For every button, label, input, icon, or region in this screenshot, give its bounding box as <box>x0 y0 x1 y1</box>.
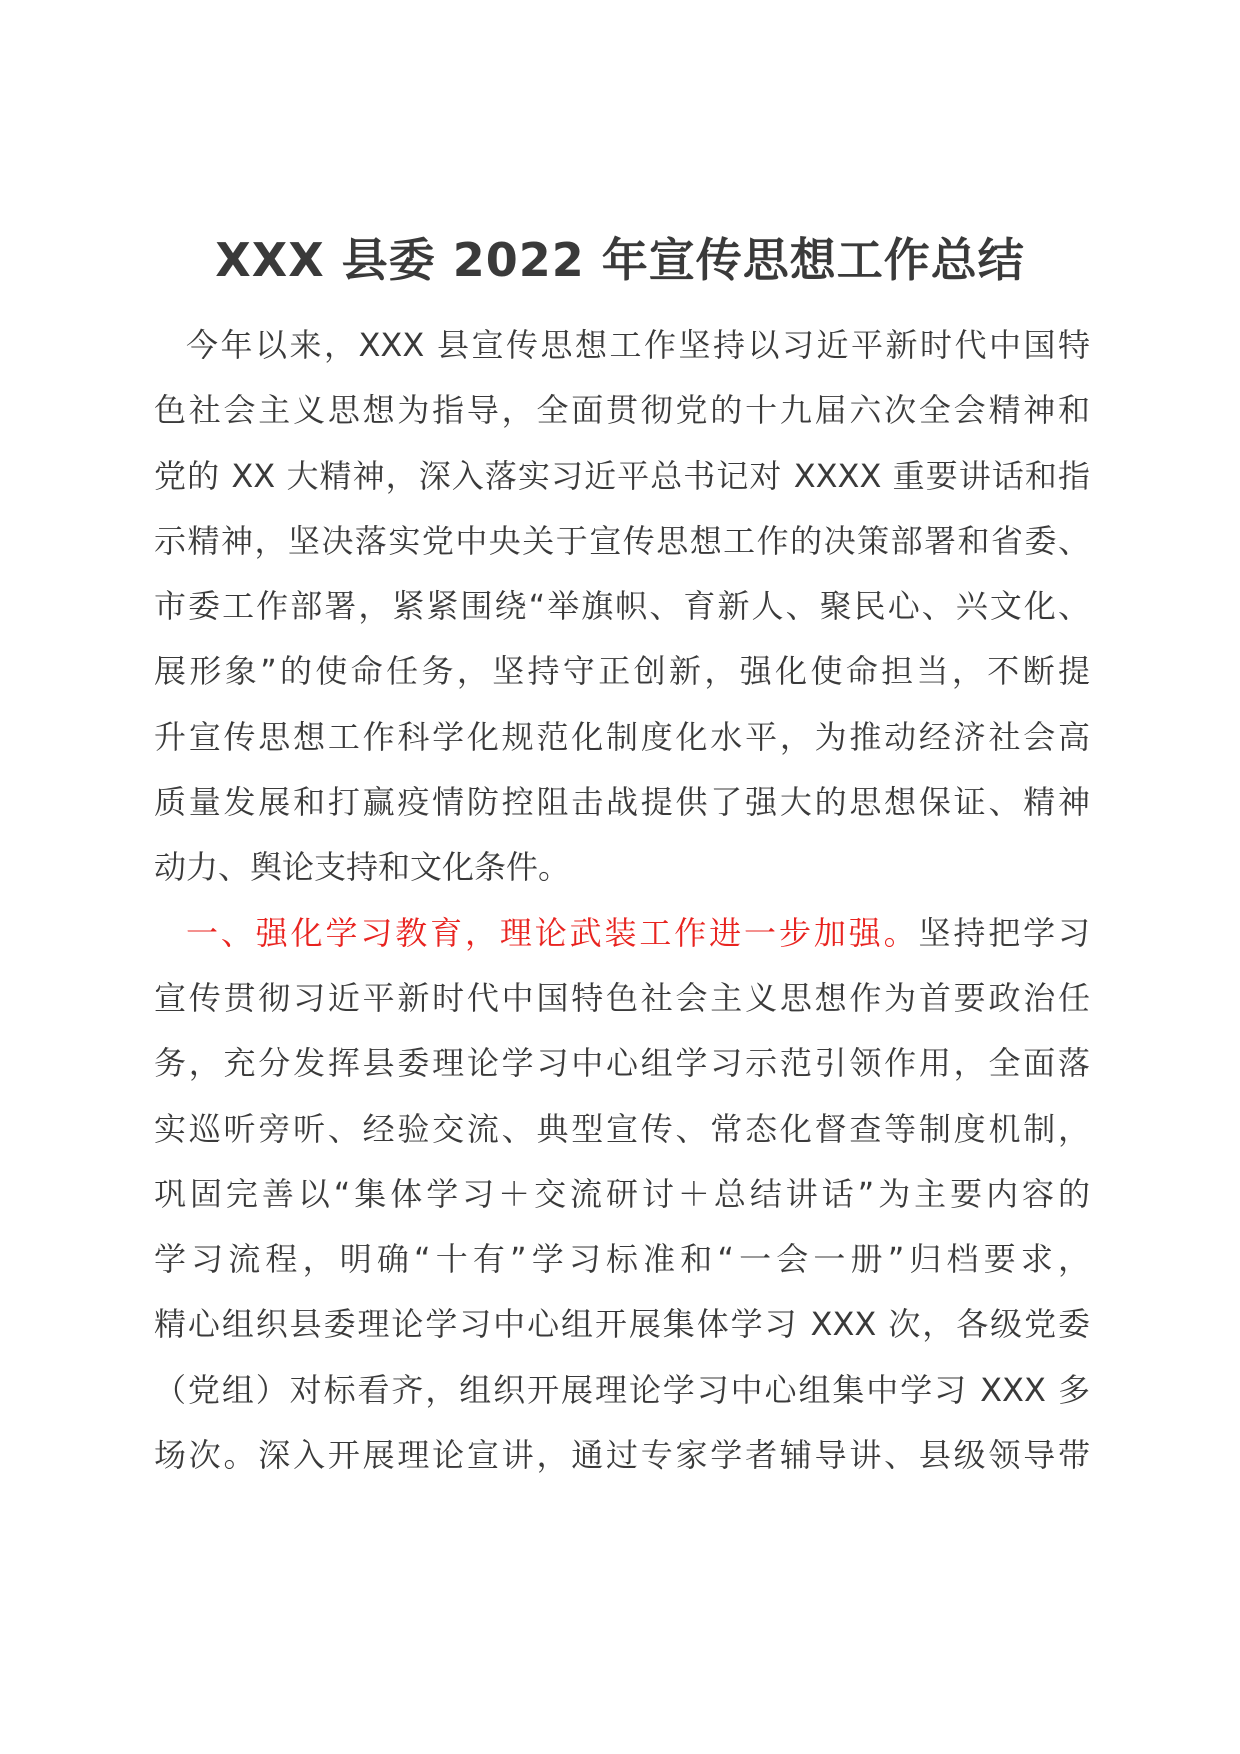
paragraph-2-line: 巩固完善以“集体学习＋交流研讨＋总结讲话”为主要内容的 <box>154 1174 1090 1213</box>
paragraph-1-line: 展形象”的使命任务，坚持守正创新，强化使命担当，不断提 <box>154 652 1090 691</box>
paragraph-2-line: 实巡听旁听、经验交流、典型宣传、常态化督查等制度机制， <box>154 1109 1090 1148</box>
document-title: XXX 县委 2022 年宣传思想工作总结 <box>215 233 1025 287</box>
paragraph-1-line: 示精神，坚决落实党中央关于宣传思想工作的决策部署和省委、 <box>154 521 1090 560</box>
paragraph-2-line: 精心组织县委理论学习中心组开展集体学习 XXX 次，各级党委 <box>154 1305 1090 1344</box>
paragraph-2-first-line <box>154 901 1090 966</box>
paragraph-1-line: 色社会主义思想为指导，全面贯彻党的十九届六次全会精神和 <box>154 391 1090 430</box>
paragraph-2-line: 学习流程，明确“十有”学习标准和“一会一册”归档要求， <box>154 1240 1090 1279</box>
section-heading: 一、强化学习教育，理论武装工作进一步加强。 <box>186 913 919 952</box>
paragraph-1-line: 升宣传思想工作科学化规范化制度化水平，为推动经济社会高 <box>154 717 1090 756</box>
paragraph-1-line: 质量发展和打赢疫情防控阻击战提供了强大的思想保证、精神 <box>154 783 1090 822</box>
paragraph-2-line: （党组）对标看齐，组织开展理论学习中心组集中学习 XXX 多 <box>154 1370 1090 1409</box>
paragraph-1-line: 今年以来，XXX 县宣传思想工作坚持以习近平新时代中国特 <box>186 326 1090 364</box>
document-body <box>154 313 1090 1488</box>
paragraph-1-line: 市委工作部署，紧紧围绕“举旗帜、育新人、聚民心、兴文化、 <box>154 587 1090 626</box>
paragraph-2-line: 宣传贯彻习近平新时代中国特色社会主义思想作为首要政治任 <box>154 978 1090 1017</box>
paragraph-2-line: 务，充分发挥县委理论学习中心组学习示范引领作用，全面落 <box>154 1044 1090 1083</box>
paragraph-1-line: 党的 XX 大精神，深入落实习近平总书记对 XXXX 重要讲话和指 <box>154 456 1090 495</box>
paragraph-2-line: 场次。深入开展理论宣讲，通过专家学者辅导讲、县级领导带 <box>154 1436 1090 1475</box>
section-heading-continuation: 坚持把学习 <box>918 913 1090 952</box>
paragraph-1-line: 动力、舆论支持和文化条件。 <box>154 848 571 887</box>
